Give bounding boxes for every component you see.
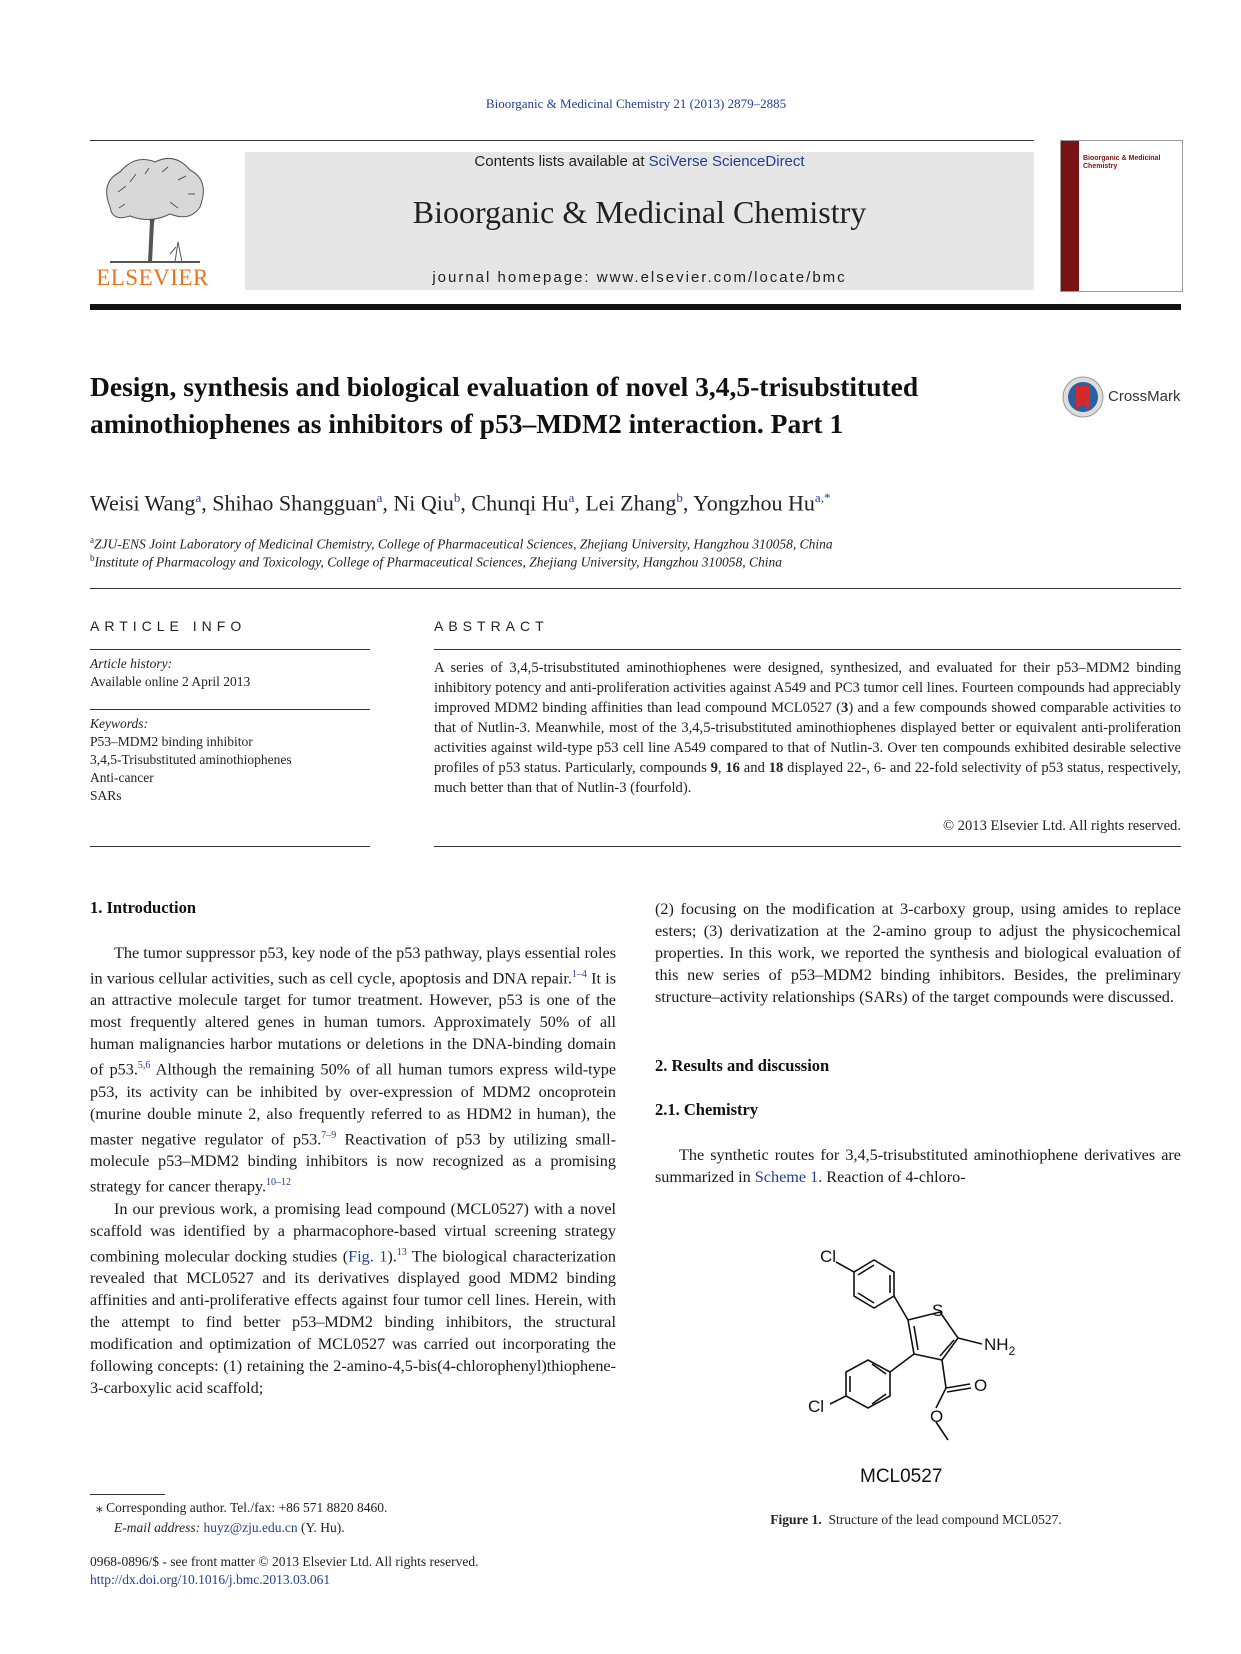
keyword: Anti-cancer — [90, 770, 154, 785]
atom-label: $NH_2$ — [984, 1335, 1016, 1358]
abstract-heading: ABSTRACT — [434, 618, 549, 634]
header-thick-rule — [90, 304, 1181, 310]
compound-label: MCL0527 — [860, 1466, 943, 1487]
sciencedirect-link[interactable]: SciVerse ScienceDirect — [648, 153, 805, 170]
author-name[interactable]: Shihao Shangguan — [212, 490, 377, 516]
citation[interactable]: 10–12 — [266, 1177, 292, 1189]
crossmark-icon[interactable] — [1062, 376, 1104, 423]
section-heading-introduction: 1. Introduction — [90, 898, 197, 917]
footnote-rule — [90, 1494, 165, 1495]
corresponding-author-note: ⁎ Corresponding author. Tel./fax: +86 571 8820 8460. — [96, 1500, 388, 1515]
author-affiliation-marker: a — [376, 490, 383, 505]
author-name[interactable]: Chunqi Hu — [471, 490, 569, 516]
atom-label: S — [932, 1301, 944, 1320]
divider — [90, 846, 370, 847]
divider — [90, 649, 370, 650]
author-affiliation-marker: a,* — [814, 490, 831, 505]
journal-homepage[interactable]: journal homepage: www.elsevier.com/locate/bmc — [432, 269, 847, 286]
divider — [90, 709, 370, 710]
subsection-heading-chemistry: 2.1. Chemistry — [655, 1100, 759, 1119]
atom-label: Cl — [820, 1250, 837, 1266]
keyword: SARs — [90, 788, 122, 803]
elsevier-wordmark: ELSEVIER — [96, 265, 209, 290]
section-heading-results: 2. Results and discussion — [655, 1056, 830, 1075]
author-affiliation-marker: a — [568, 490, 575, 505]
keyword: 3,4,5-Trisubstituted aminothiophenes — [90, 752, 292, 767]
abstract-body: A series of 3,4,5-trisubstituted aminothiophenes were designed, synthesized, and evaluated for their p53–MDM2 binding inhibitory potency and anti-proliferation activities against A549 and PC3 tumor cell lines. Fourteen compounds had appreciably improved MDM2 binding affinities than lead compound MCL0527 (3) and a few compounds showed comparable activities to that of Nutlin-3. Meanwhile, most of the 3,4,5-trisubstituted aminothiophenes displayed better or equivalent anti-proliferation activities against wild-type p53 cell line A549 compared to that of Nutlin-3. Over ten compounds exhibited desirable selective profiles of p53 status. Particularly, compounds 9, 16 and 18 displayed 22-, 6- and 22-fold selectivity of p53 status, respectively, much better than that of Nutlin-3 (fourfold). — [434, 660, 1181, 796]
paragraph: In our previous work, a promising lead compound (MCL0527) with a novel scaffold was identified by a pharmacophore-based virtual screening strategy combining molecular docking studies (Fig. 1).$^{13}$ The biological characterization revealed that MCL0527 and its derivatives displayed good MDM2 binding affinities and anti-proliferative effects against four tumor cell lines. Herein, with the attempt to find better p53–MDM2 binding inhibitors, the structural modification and optimization of MCL0527 was carried out incorporating the following concepts: (1) retaining the 2-amino-4,5-bis(4-chlorophenyl)thiophene-3-carboxylic acid scaffold; — [90, 1199, 616, 1397]
header-rule — [90, 140, 1034, 141]
affiliation-a: $^a$ZJU-ENS Joint Laboratory of Medicinal Chemistry, College of Pharmaceutical Sciences, Zhejiang University, Hangzhou 310058, China — [90, 535, 833, 552]
journal-cover-thumbnail — [1060, 140, 1183, 292]
atom-label: O — [930, 1407, 944, 1426]
citation[interactable]: 13 — [396, 1246, 407, 1258]
figure-1-structure — [790, 1250, 1060, 1490]
journal-name: Bioorganic & Medicinal Chemistry — [412, 194, 867, 230]
contents-line: Contents lists available at SciVerse ScienceDirect — [474, 153, 805, 170]
history-value: Available online 2 April 2013 — [90, 674, 251, 689]
left-column-text — [90, 942, 616, 1399]
author-name[interactable]: Weisi Wang — [90, 490, 196, 516]
history-label: Article history: — [90, 656, 173, 671]
chemistry-paragraph: The synthetic routes for 3,4,5-trisubstituted aminothiophene derivatives are summarized in Scheme 1. Reaction of 4-chloro- — [655, 1146, 1181, 1186]
citation[interactable]: 1–4 — [571, 969, 587, 980]
keywords-label: Keywords: — [90, 716, 148, 731]
citation[interactable]: 5,6 — [137, 1060, 151, 1072]
email-link[interactable]: huyz@zju.edu.cn — [203, 1520, 298, 1535]
atom-label: Cl — [808, 1397, 825, 1416]
affiliation-b: $^b$Institute of Pharmacology and Toxicology, College of Pharmaceutical Sciences, Zhejiang University, Hangzhou 310058, China — [90, 553, 783, 570]
email-note: E-mail address: huyz@zju.edu.cn (Y. Hu). — [114, 1520, 345, 1535]
divider — [434, 649, 1181, 650]
citation[interactable]: 7–9 — [321, 1129, 337, 1141]
author-affiliation-marker: b — [676, 490, 683, 505]
doi-link[interactable]: http://dx.doi.org/10.1016/j.bmc.2013.03.061 — [90, 1572, 331, 1587]
article-title: Design, synthesis and biological evaluation of novel 3,4,5-trisubstituted aminothiophenes as inhibitors of p53–MDM2 interaction. Part 1 — [90, 371, 919, 439]
keyword: P53–MDM2 binding inhibitor — [90, 734, 253, 749]
author-affiliation-marker: a — [195, 490, 202, 505]
journal-reference[interactable]: Bioorganic & Medicinal Chemistry 21 (2013) 2879–2885 — [485, 96, 787, 111]
paragraph: (2) focusing on the modification at 3-carboxy group, using amides to replace esters; (3) derivatization at the 2-amino group to adjust the physicochemical properties. In this work, we reported the synthesis and biological evaluation of this new series of p53–MDM2 binding inhibitors. Besides, the preliminary structure–activity relationships (SARs) of the target compounds were discussed. — [655, 900, 1181, 1006]
issn-line: 0968-0896/$ - see front matter © 2013 Elsevier Ltd. All rights reserved. — [90, 1554, 479, 1569]
figure-link[interactable]: Fig. 1 — [348, 1246, 388, 1265]
author-name[interactable]: Lei Zhang — [585, 490, 677, 516]
author-list: Weisi Wang$^a$, Shihao Shangguan$^a$, Ni Qiu$^b$, Chunqi Hu$^a$, Lei Zhang$^b$, Yongzhou $Hu^{a,*}$ — [90, 490, 831, 516]
author-affiliation-marker: b — [453, 490, 461, 505]
atom-label: O — [974, 1376, 988, 1395]
right-column-text — [655, 898, 1181, 1008]
abstract-copyright: © 2013 Elsevier Ltd. All rights reserved. — [942, 818, 1181, 834]
author-name[interactable]: Ni Qiu — [393, 490, 454, 516]
scheme-link[interactable]: Scheme 1 — [754, 1168, 819, 1186]
article-info-heading: ARTICLE INFO — [90, 618, 247, 634]
figure-1-caption: Figure 1. Structure of the lead compound MCL0527. — [770, 1512, 1062, 1527]
crossmark-label[interactable]: CrossMark — [1108, 388, 1181, 405]
section-rule — [90, 588, 1181, 589]
cover-title: Bioorganic & Medicinal Chemistry — [1083, 155, 1161, 170]
paragraph: The tumor suppressor p53, key node of the p53 pathway, plays essential roles in various cellular activities, such as cell cycle, apoptosis and DNA repair.$^{1-4}$ It is an attractive molecule target for tumor treatment. However, p53 is one of the most frequently altered genes in human tumors. Approximately 50% of all human malignancies harbor mutations or deletions in the DNA-binding domain of p53.$^{5,6}$ Although the remaining 50% of all human tumors express wild-type p53, its activity can be inhibited by over-expression of MDM2 oncoprotein (murine double minute 2, also frequently referred to as HDM2 in human), the master negative regulator of p53.$^{7-9}$ Reactivation of p53 by utilizing small-molecule p53–MDM2 binding inhibitors is now recognized as a promising strategy for cancer therapy.$^{10-12}$ — [90, 944, 617, 1196]
author-name[interactable]: Yongzhou Hu — [693, 490, 815, 516]
divider — [434, 846, 1181, 847]
